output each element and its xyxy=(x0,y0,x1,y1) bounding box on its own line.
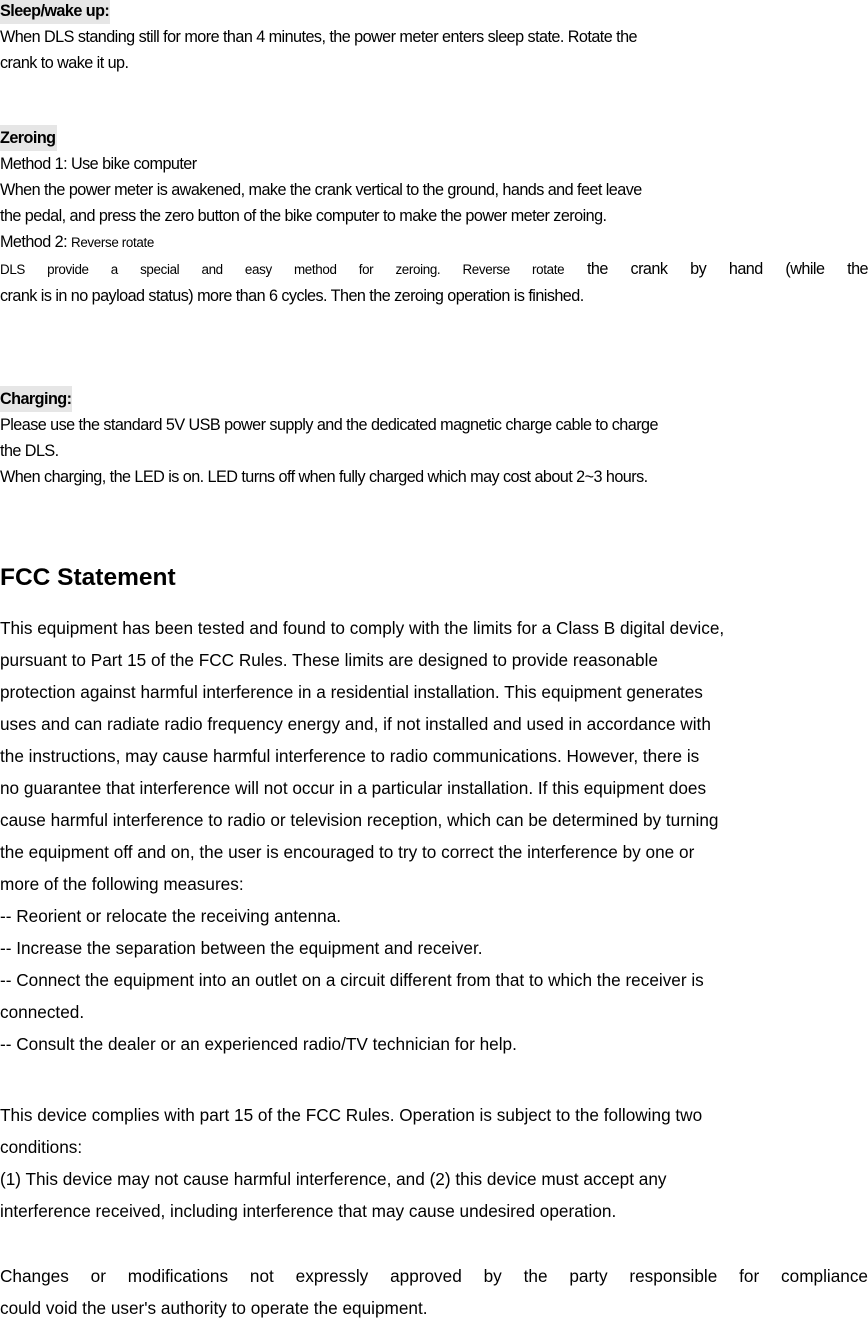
charging-line: When charging, the LED is on. LED turns off when fully charged which may cost about 2~3 hours. xyxy=(0,468,648,486)
fcc-line: more of the following measures: xyxy=(0,874,244,894)
method2-rest-text: the crank by hand (while the xyxy=(564,260,868,278)
fcc-line: cause harmful interference to radio or television reception, which can be determined by turning xyxy=(0,810,719,830)
method2-prefix: Method 2: xyxy=(0,233,71,251)
method1-line: the pedal, and press the zero button of the bike computer to make the power meter zeroing. xyxy=(0,207,607,225)
method2-small-text: DLS provide a special and easy method for zeroing. Reverse rotate xyxy=(0,262,565,277)
part15-line: conditions: xyxy=(0,1137,83,1157)
part15-line: This device complies with part 15 of the FCC Rules. Operation is subject to the following two xyxy=(0,1105,703,1125)
fcc-line: protection against harmful interference in a residential installation. This equipment generates xyxy=(0,682,703,702)
method1-title: Method 1: Use bike computer xyxy=(0,155,197,173)
fcc-measure: -- Connect the equipment into an outlet on a circuit different from that to which the receiver is xyxy=(0,970,704,990)
fcc-measure: connected. xyxy=(0,1002,85,1022)
charging-section xyxy=(0,386,868,490)
method2-line xyxy=(0,256,868,283)
changes-line: Changes or modifications not expressly approved by the party responsible for compliance xyxy=(0,1266,868,1286)
fcc-line: the equipment off and on, the user is encouraged to try to correct the interference by one or xyxy=(0,842,695,862)
method1-line: When the power meter is awakened, make the crank vertical to the ground, hands and feet leave xyxy=(0,181,642,199)
part15-paragraph xyxy=(0,1099,868,1227)
sleep-line: crank to wake it up. xyxy=(0,54,129,72)
fcc-title: FCC Statement xyxy=(0,564,176,591)
sleep-heading: Sleep/wake up: xyxy=(0,0,110,24)
fcc-measure: -- Reorient or relocate the receiving antenna. xyxy=(0,906,342,926)
zeroing-heading: Zeroing xyxy=(0,125,57,151)
charging-line: the DLS. xyxy=(0,442,59,460)
part15-line: interference received, including interference that may cause undesired operation. xyxy=(0,1201,617,1221)
fcc-line: uses and can radiate radio frequency energy and, if not installed and used in accordance with xyxy=(0,714,711,734)
fcc-line: pursuant to Part 15 of the FCC Rules. These limits are designed to provide reasonable xyxy=(0,650,658,670)
charging-heading: Charging: xyxy=(0,386,72,412)
sleep-section xyxy=(0,0,868,76)
changes-paragraph xyxy=(0,1260,868,1324)
fcc-line: no guarantee that interference will not occur in a particular installation. If this equipment does xyxy=(0,778,707,798)
method2-title: Reverse rotate xyxy=(71,235,154,250)
fcc-measure: -- Consult the dealer or an experienced radio/TV technician for help. xyxy=(0,1034,517,1054)
method2-title-line xyxy=(0,229,868,256)
fcc-measure: -- Increase the separation between the equipment and receiver. xyxy=(0,938,483,958)
changes-line: could void the user's authority to operate the equipment. xyxy=(0,1298,428,1318)
fcc-body xyxy=(0,612,868,1060)
fcc-line: This equipment has been tested and found to comply with the limits for a Class B digital device, xyxy=(0,618,725,638)
part15-line: (1) This device may not cause harmful interference, and (2) this device must accept any xyxy=(0,1169,667,1189)
method2-line: crank is in no payload status) more than 6 cycles. Then the zeroing operation is finished. xyxy=(0,287,584,305)
zeroing-section xyxy=(0,125,868,309)
sleep-line: When DLS standing still for more than 4 minutes, the power meter enters sleep state. Rotate the xyxy=(0,28,637,46)
fcc-line: the instructions, may cause harmful interference to radio communications. However, there is xyxy=(0,746,700,766)
charging-line: Please use the standard 5V USB power supply and the dedicated magnetic charge cable to charge xyxy=(0,416,658,434)
